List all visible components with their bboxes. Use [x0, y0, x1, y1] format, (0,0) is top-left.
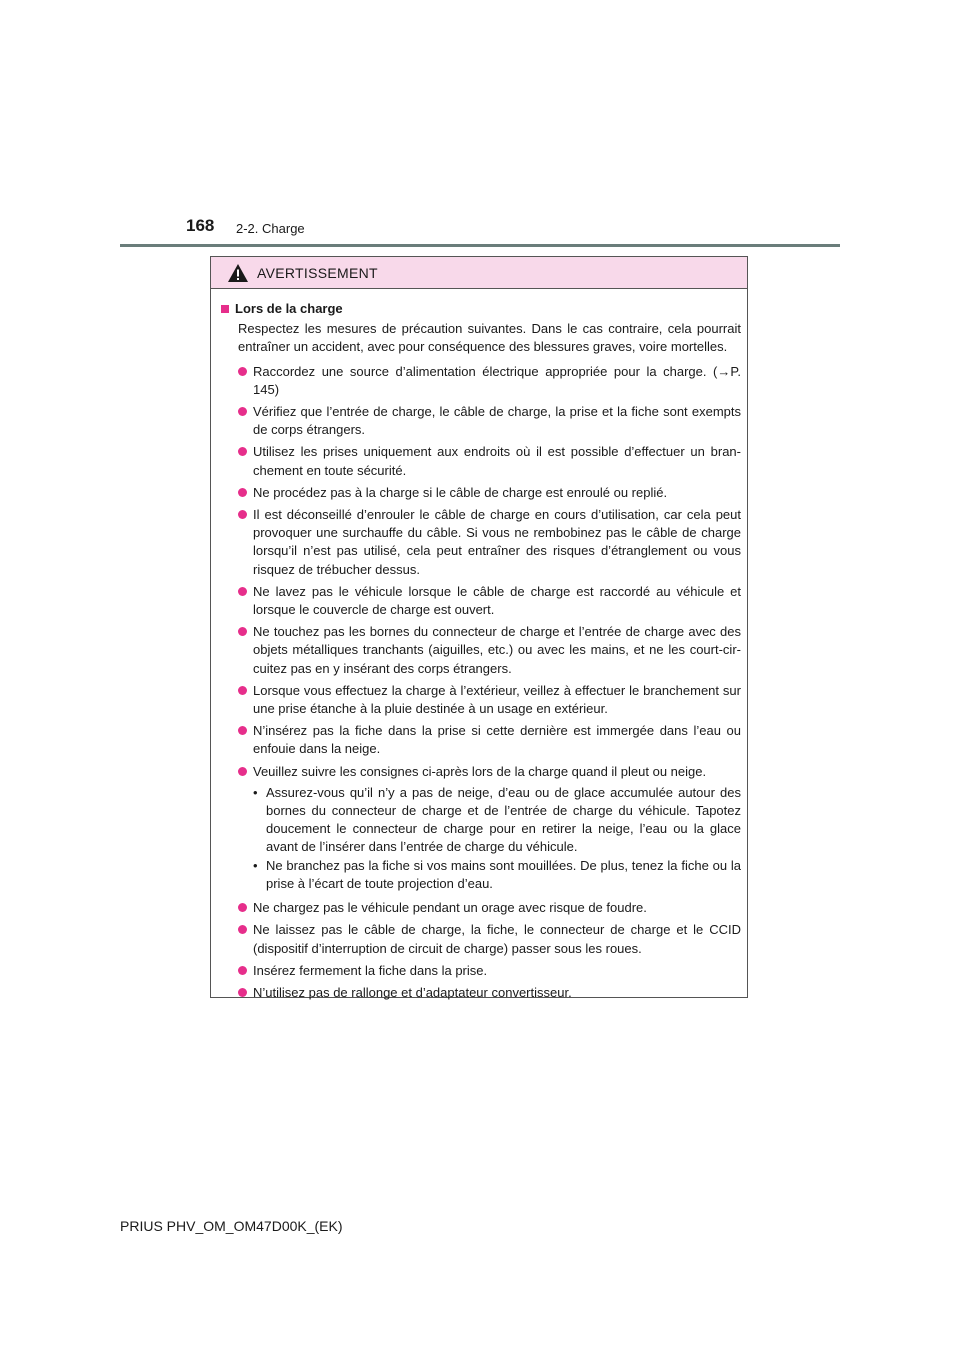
sub-list: [253, 784, 741, 893]
list-item-text: Lorsque vous effectuez la charge à l’extérieur, veillez à effectuer le branchement sur une prise étanche à la pluie destinée à un usage en extérieur.: [253, 682, 741, 717]
list-item-text: Il est déconseillé d’enrouler le câble de charge en cours d’utilisation, car cela peut provoquer une surchauffe du câble. Si vous ne rembobinez pas le câble de charge lorsqu’il n’est pas utilisé, cela peut entraîner des risques d’étranglement ou vous risquez de trébucher dessus.: [253, 507, 741, 577]
bullet-icon: [238, 587, 247, 596]
page-number: 168: [186, 216, 215, 235]
list-item-text: Raccordez une source d’alimentation électrique appropriée pour la charge. (→P. 145): [253, 363, 741, 397]
list-item: [219, 921, 741, 957]
list-item-text: Veuillez suivre les consignes ci-après lors de la charge quand il pleut ou neige.: [253, 763, 707, 779]
bullet-icon: [238, 966, 247, 975]
list-item-text: Ne procédez pas à la charge si le câble de charge est enroulé ou replié.: [253, 484, 668, 500]
warning-header: [211, 257, 747, 289]
list-item-text: Ne chargez pas le véhicule pendant un orage avec risque de foudre.: [253, 900, 647, 916]
list-item: [219, 682, 741, 718]
sub-list-item-text: Assurez-vous qu’il n’y a pas de neige, d’eau ou de glace accumulée autour des bornes du connecteur de charge et de l’entrée de charge du véhicule. Tapotez doucement le connecteur de charge pour en retirer la neige, l’eau ou la glace avant de l’insérer dans l’entrée de charge du véhicule.: [266, 784, 741, 855]
warning-items: [219, 363, 741, 1003]
list-item-text: N’utilisez pas de rallonge et d’adaptateur convertisseur.: [253, 984, 572, 1000]
warning-triangle-icon: [227, 263, 249, 283]
sub-bullet-icon: •: [253, 857, 258, 873]
list-item: [219, 623, 741, 678]
list-item: [219, 962, 741, 980]
list-item-text: Ne laissez pas le câble de charge, la fiche, le connecteur de charge et le CCID (dispositif d’interruption de circuit de charge) passer sous les roues.: [253, 922, 741, 956]
list-item-text: Vérifiez que l’entrée de charge, le câble de charge, la prise et la fiche sont exempts de corps étrangers.: [253, 404, 741, 438]
bullet-icon: [238, 686, 247, 695]
list-item-text: Insérez fermement la fiche dans la prise.: [253, 962, 488, 978]
list-item: [219, 403, 741, 439]
list-item: [219, 984, 741, 1002]
document-code: PRIUS PHV_OM_OM47D00K_(EK): [120, 1218, 343, 1234]
warning-heading-text: Lors de la charge: [235, 301, 343, 316]
bullet-icon: [238, 510, 247, 519]
list-item: [219, 363, 741, 399]
list-item: [219, 443, 741, 479]
list-item: [219, 899, 741, 917]
warning-intro: Respectez les mesures de précaution suivantes. Dans le cas contraire, cela pourrait entraîner un accident, avec pour conséquence des blessures graves, voire mortelles.: [238, 321, 741, 355]
bullet-icon: [238, 988, 247, 997]
header-divider: [120, 244, 840, 247]
sub-bullet-icon: •: [253, 784, 258, 800]
list-item: [219, 763, 741, 781]
sub-list-item: [253, 784, 741, 857]
warning-box: [210, 256, 748, 998]
bullet-icon: [238, 447, 247, 456]
sub-list-item-text: Ne branchez pas la fiche si vos mains sont mouillées. De plus, tenez la fiche ou la prise à l’écart de toute projection d’eau.: [266, 857, 741, 891]
bullet-icon: [238, 367, 247, 376]
warning-label: AVERTISSEMENT: [257, 264, 378, 281]
section-title: 2-2. Charge: [236, 221, 305, 236]
bullet-icon: [238, 925, 247, 934]
list-item: [219, 506, 741, 579]
bullet-icon: [238, 627, 247, 636]
warning-heading: [219, 300, 741, 318]
list-item-text: N’insérez pas la fiche dans la prise si cette dernière est immergée dans l’eau ou enfouie dans la neige.: [253, 723, 741, 757]
bullet-icon: [238, 488, 247, 497]
bullet-icon: [238, 726, 247, 735]
bullet-icon: [238, 767, 247, 776]
list-item-text: Utilisez les prises uniquement aux endroits où il est possible d’effectuer un branchement en toute sécurité.: [253, 444, 741, 478]
list-item: [219, 722, 741, 758]
sub-list-item: [253, 857, 741, 893]
bullet-icon: [238, 903, 247, 912]
list-item-text: Ne touchez pas les bornes du connecteur de charge et l’entrée de charge avec des objets métalliques tranchants (aiguilles, etc.) ou avec les mains, et ne les court-circuitez pas en y insérant des corps étrangers.: [253, 624, 741, 676]
square-bullet-icon: [221, 305, 229, 313]
bullet-icon: [238, 407, 247, 416]
list-item-text: Ne lavez pas le véhicule lorsque le câble de charge est raccordé au véhicule et lorsque le couvercle de charge est ouvert.: [253, 583, 741, 618]
warning-body: [211, 289, 747, 1002]
list-item: [219, 583, 741, 619]
list-item: [219, 484, 741, 502]
